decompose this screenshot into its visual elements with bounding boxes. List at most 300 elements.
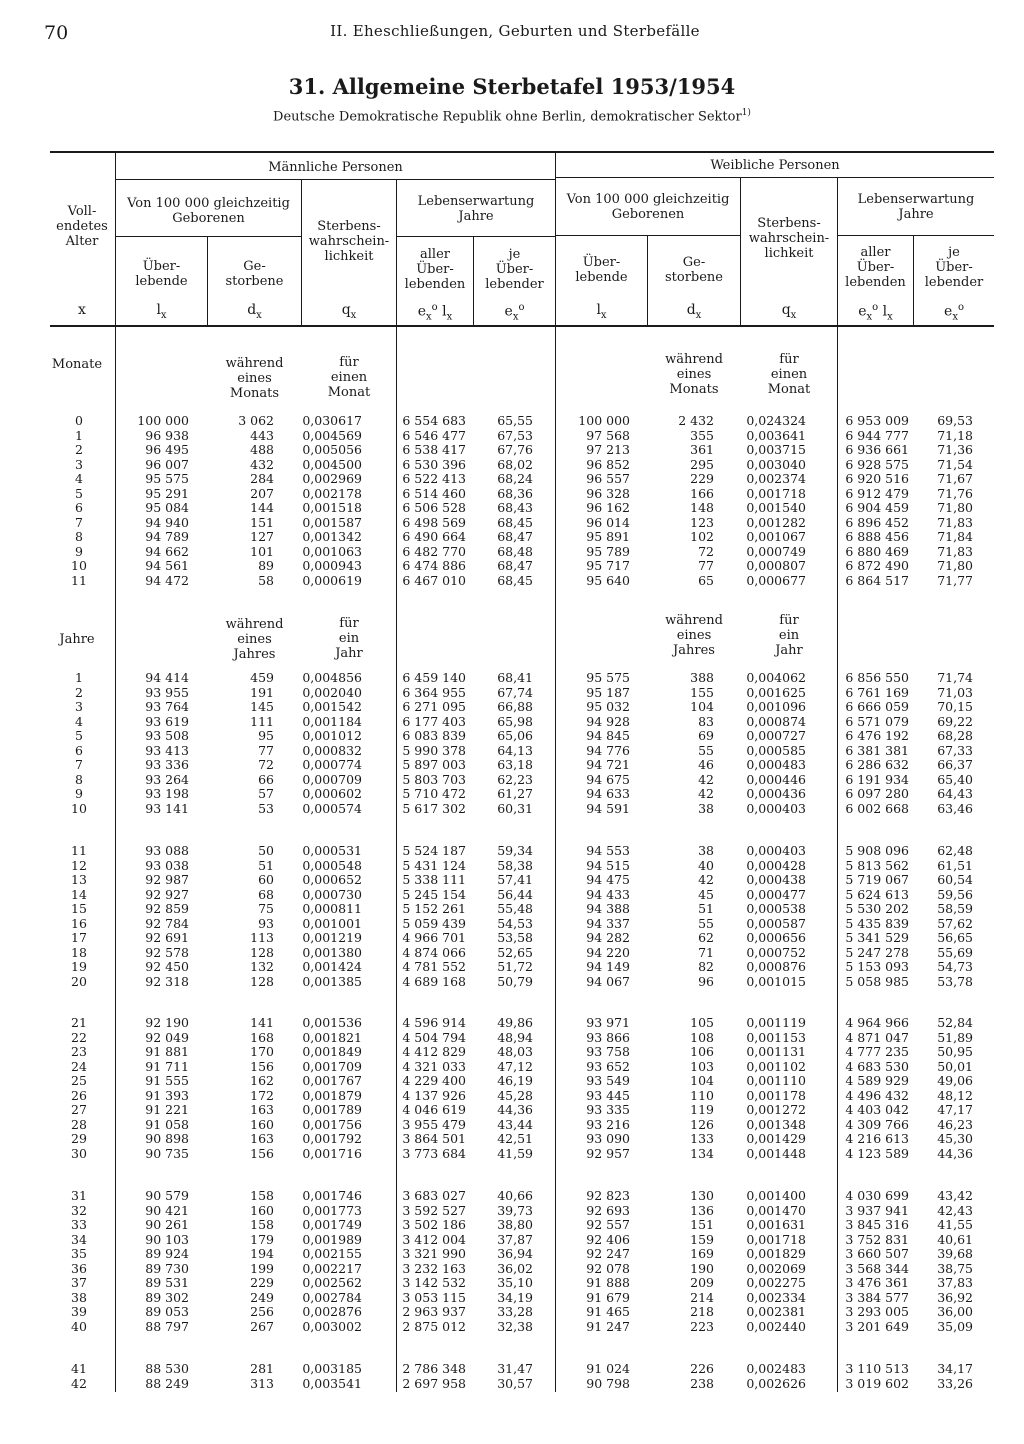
female-probability-cell: 0,001470	[746, 1202, 806, 1218]
female-deaths-cell: 55	[698, 915, 714, 931]
symbol-male-e	[474, 302, 555, 322]
male-life-years-total-cell: 6 474 886	[402, 558, 466, 573]
female-survivors-cell: 91 679	[586, 1289, 630, 1305]
male-survivors-cell: 95 291	[145, 485, 189, 501]
female-survivors-cell: 92 557	[586, 1217, 630, 1232]
male-life-years-total-cell: 4 412 829	[402, 1044, 466, 1059]
female-probability-cell: 0,000876	[746, 959, 806, 974]
female-deaths-cell: 38	[698, 800, 714, 816]
female-life-years-total-cell: 5 908 096	[845, 843, 909, 858]
male-life-years-total-cell: 4 046 619	[402, 1102, 466, 1117]
age-cell: 10	[71, 800, 87, 816]
male-survivors-cell: 88 797	[145, 1318, 189, 1334]
female-survivors-cell: 95 187	[586, 684, 630, 700]
male-survivors-cell: 90 103	[145, 1231, 189, 1247]
female-survivors-cell: 93 866	[586, 1029, 630, 1045]
female-survivors-cell: 94 776	[586, 742, 630, 758]
female-survivors-cell: 93 758	[586, 1044, 630, 1059]
table-row	[0, 787, 1024, 802]
female-probability-cell: 0,002483	[746, 1361, 806, 1376]
male-life-years-total-cell: 5 897 003	[402, 757, 466, 772]
male-survivors-cell: 89 924	[145, 1246, 189, 1261]
sym-sub: x	[866, 311, 873, 323]
female-survivors-cell: 97 213	[586, 442, 630, 457]
male-probability-cell: 0,001746	[302, 1188, 362, 1203]
symbol-female-el	[838, 302, 913, 322]
sym-sub: x	[350, 309, 357, 321]
table-row	[0, 516, 1024, 531]
female-deaths-cell: 133	[690, 1131, 714, 1146]
male-life-expectancy-cell: 65,06	[497, 728, 533, 743]
female-probability-cell: 0,004062	[746, 670, 806, 685]
male-survivors-cell: 92 578	[145, 944, 189, 960]
male-deaths-cell: 249	[250, 1289, 274, 1305]
sym-d: d	[686, 302, 696, 318]
sym-q: q	[781, 302, 791, 318]
male-probability-cell: 0,002784	[302, 1289, 362, 1305]
male-life-expectancy-cell: 39,73	[497, 1202, 533, 1218]
male-life-expectancy-cell: 30,57	[497, 1375, 533, 1391]
male-life-expectancy-cell: 66,88	[497, 699, 533, 714]
male-deaths-cell: 151	[250, 514, 274, 530]
female-survivors-cell: 93 090	[586, 1131, 630, 1146]
male-life-years-total-cell: 5 710 472	[402, 786, 466, 801]
female-life-years-total-cell: 6 920 516	[845, 471, 909, 486]
male-life-years-total-cell: 6 490 664	[402, 529, 466, 544]
male-life-expectancy-cell: 38,80	[497, 1217, 533, 1232]
male-probability-cell: 0,001219	[302, 930, 362, 945]
sym-l: l	[156, 302, 161, 318]
male-probability-cell: 0,002155	[302, 1246, 362, 1261]
sym-e: e	[417, 303, 427, 320]
female-deaths-cell: 136	[690, 1202, 714, 1218]
female-survivors-cell: 96 328	[586, 485, 630, 501]
table-row	[0, 975, 1024, 990]
symbol-male-d	[208, 302, 301, 321]
table-row	[0, 1218, 1024, 1233]
male-life-all-header: aller Über- lebenden	[404, 247, 466, 292]
female-survivors-cell: 95 717	[586, 558, 630, 573]
female-life-expectancy-cell: 57,62	[937, 915, 973, 931]
age-cell: 20	[71, 973, 87, 989]
male-probability-cell: 0,002969	[302, 471, 362, 486]
male-probability-cell: 0,001756	[302, 1116, 362, 1132]
female-life-expectancy-cell: 40,61	[937, 1231, 973, 1247]
male-probability-cell: 0,000943	[302, 558, 362, 573]
female-deaths-cell: 72	[698, 543, 714, 559]
female-life-years-total-cell: 4 777 235	[845, 1044, 909, 1059]
sym-sub: x	[952, 311, 958, 323]
male-life-expectancy-cell: 58,38	[497, 857, 533, 873]
male-probability-cell: 0,001424	[302, 959, 362, 974]
female-life-expectancy-cell: 50,01	[937, 1058, 973, 1074]
age-cell: 37	[71, 1275, 87, 1290]
male-deaths-cell: 3 062	[238, 413, 274, 428]
sym-sub: x	[256, 309, 262, 321]
male-deaths-cell: 93	[258, 915, 274, 931]
male-probability-header: Sterbens- wahrschein- lichkeit	[308, 219, 390, 264]
table-row	[0, 1103, 1024, 1118]
female-survivors-cell: 94 633	[586, 786, 630, 801]
female-life-years-total-cell: 6 002 668	[845, 800, 909, 816]
female-survivors-cell: 94 845	[586, 728, 630, 743]
female-survivors-cell: 92 406	[586, 1231, 630, 1247]
female-probability-cell: 0,001400	[746, 1188, 806, 1203]
table-row	[0, 1089, 1024, 1104]
age-cell: 8	[75, 771, 83, 787]
sym-sub: x	[695, 309, 702, 321]
female-deaths-cell: 42	[698, 786, 714, 801]
female-probability-cell: 0,000752	[746, 944, 806, 960]
sym-sub: x	[512, 311, 519, 323]
male-probability-cell: 0,001385	[302, 973, 362, 989]
table-row	[0, 1362, 1024, 1377]
female-deaths-cell: 134	[690, 1145, 714, 1161]
female-life-expectancy-cell: 65,40	[937, 771, 973, 787]
male-life-expectancy-cell: 62,23	[497, 771, 533, 787]
male-probability-cell: 0,001184	[302, 713, 362, 729]
table-row	[0, 1291, 1024, 1306]
female-survivors-cell: 93 216	[586, 1116, 630, 1132]
male-survivors-header: Über- lebende	[135, 259, 188, 289]
male-probability-cell: 0,001789	[302, 1102, 362, 1117]
female-survivors-cell: 94 475	[586, 872, 630, 887]
female-probability-cell: 0,001153	[746, 1029, 806, 1045]
female-survivors-cell: 92 078	[586, 1260, 630, 1276]
female-deaths-cell: 106	[690, 1044, 714, 1059]
male-survivors-cell: 94 940	[145, 514, 189, 530]
male-life-expectancy-cell: 33,28	[497, 1304, 533, 1319]
table-row	[0, 946, 1024, 961]
male-deaths-cell: 432	[250, 456, 274, 472]
male-survivors-cell: 93 038	[145, 857, 189, 873]
table-row	[0, 1060, 1024, 1075]
male-life-expectancy-cell: 55,48	[497, 901, 533, 916]
female-deaths-cell: 110	[690, 1087, 714, 1103]
male-survivors-cell: 92 318	[145, 973, 189, 989]
male-survivors-cell: 91 555	[145, 1073, 189, 1088]
table-row	[0, 844, 1024, 859]
age-cell: 26	[71, 1087, 87, 1103]
female-probability-cell: 0,001067	[746, 529, 806, 544]
sym-l: l	[596, 302, 601, 318]
female-life-expectancy-cell: 71,80	[937, 500, 973, 515]
male-probability-cell: 0,001989	[302, 1231, 362, 1247]
female-life-years-total-cell: 4 871 047	[845, 1029, 909, 1045]
female-survivors-cell: 94 337	[586, 915, 630, 931]
female-life-expectancy-cell: 63,46	[937, 800, 973, 816]
male-deaths-cell: 57	[258, 786, 274, 801]
male-deaths-cell: 128	[250, 973, 274, 989]
age-cell: 40	[71, 1318, 87, 1334]
male-life-years-total-cell: 6 554 683	[402, 413, 466, 428]
table-row	[0, 1377, 1024, 1392]
female-survivors-cell: 92 693	[586, 1202, 630, 1218]
table-row	[0, 1074, 1024, 1089]
female-life-years-total-cell: 5 435 839	[845, 915, 909, 931]
male-life-header: Lebenserwartung Jahre	[417, 194, 535, 224]
male-probability-cell: 0,000730	[302, 886, 362, 902]
female-life-expectancy-cell: 70,15	[937, 699, 973, 714]
male-survivors-cell: 92 691	[145, 930, 189, 945]
male-deaths-cell: 50	[258, 843, 274, 858]
female-life-years-total-cell: 3 568 344	[845, 1260, 909, 1276]
male-deaths-header: Ge- storbene	[225, 259, 284, 289]
male-life-expectancy-cell: 68,48	[497, 543, 533, 559]
female-life-rule	[838, 235, 994, 236]
female-life-years-total-cell: 3 293 005	[845, 1304, 909, 1319]
female-probability-cell: 0,000428	[746, 857, 806, 873]
male-probability-cell: 0,001380	[302, 944, 362, 960]
female-life-all-header: aller Über- lebenden	[845, 245, 906, 290]
male-deaths-cell: 66	[258, 771, 274, 787]
female-survivors-cell: 94 388	[586, 901, 630, 916]
female-probability-cell: 0,002381	[746, 1304, 806, 1319]
male-probability-cell: 0,000774	[302, 757, 362, 772]
sym-sub: x	[426, 311, 432, 323]
female-life-expectancy-cell: 46,23	[937, 1116, 973, 1132]
male-deaths-cell: 162	[250, 1073, 274, 1088]
female-life-expectancy-cell: 36,92	[937, 1289, 973, 1305]
female-life-expectancy-cell: 42,43	[937, 1202, 973, 1218]
male-deaths-cell: 58	[258, 572, 274, 588]
female-deaths-cell: 40	[698, 857, 714, 873]
male-probability-cell: 0,003185	[302, 1361, 362, 1376]
male-survivors-cell: 93 198	[145, 786, 189, 801]
female-life-expectancy-cell: 71,80	[937, 558, 973, 573]
male-life-years-total-cell: 3 142 532	[402, 1275, 466, 1290]
running-head: II. Eheschließungen, Geburten und Sterbefälle	[330, 22, 700, 40]
age-cell: 29	[71, 1131, 87, 1146]
male-survivors-cell: 93 413	[145, 742, 189, 758]
male-probability-cell: 0,001716	[302, 1145, 362, 1161]
female-deaths-cell: 77	[698, 558, 714, 573]
male-deaths-cell: 68	[258, 886, 274, 902]
male-probability-cell: 0,001542	[302, 699, 362, 714]
male-deaths-cell: 284	[250, 471, 274, 486]
male-deaths-cell: 113	[250, 930, 274, 945]
female-deaths-cell: 155	[690, 684, 714, 700]
female-life-expectancy-cell: 71,83	[937, 514, 973, 530]
male-life-years-total-cell: 4 504 794	[402, 1029, 466, 1045]
male-life-years-total-cell: 4 229 400	[402, 1073, 466, 1088]
female-survivors-cell: 92 957	[586, 1145, 630, 1161]
male-deaths-cell: 132	[250, 959, 274, 974]
male-probability-cell: 0,003002	[302, 1318, 362, 1334]
female-deaths-cell: 108	[690, 1029, 714, 1045]
female-survivors-cell: 94 282	[586, 930, 630, 945]
age-cell: 36	[71, 1260, 87, 1276]
male-survivors-cell: 92 190	[145, 1015, 189, 1030]
male-deaths-cell: 172	[250, 1087, 274, 1103]
female-survivors-cell: 96 162	[586, 500, 630, 515]
female-life-years-total-cell: 6 191 934	[845, 771, 909, 787]
male-life-expectancy-cell: 53,58	[497, 930, 533, 945]
female-life-years-total-cell: 6 476 192	[845, 728, 909, 743]
male-probability-cell: 0,002876	[302, 1304, 362, 1319]
male-survivors-cell: 91 058	[145, 1116, 189, 1132]
age-cell: 13	[71, 872, 87, 887]
female-survivors-cell: 94 149	[586, 959, 630, 974]
female-life-years-total-cell: 4 589 929	[845, 1073, 909, 1088]
male-survivors-cell: 91 711	[145, 1058, 189, 1074]
female-life-expectancy-cell: 44,36	[937, 1145, 973, 1161]
male-probability-cell: 0,001012	[302, 728, 362, 743]
age-cell: 42	[71, 1375, 87, 1391]
female-life-expectancy-cell: 38,75	[937, 1260, 973, 1276]
male-life-expectancy-cell: 68,24	[497, 471, 533, 486]
male-deaths-cell: 281	[250, 1361, 274, 1376]
female-life-expectancy-cell: 37,83	[937, 1275, 973, 1290]
female-survivors-cell: 94 675	[586, 771, 630, 787]
age-cell: 2	[75, 684, 83, 700]
female-probability-cell: 0,000587	[746, 915, 806, 931]
age-cell: 24	[71, 1058, 87, 1074]
female-survivors-cell: 96 852	[586, 456, 630, 472]
female-life-expectancy-cell: 71,76	[937, 485, 973, 501]
male-survivors-cell: 96 938	[145, 427, 189, 443]
male-life-expectancy-cell: 48,94	[497, 1029, 533, 1045]
male-probability-cell: 0,000548	[302, 857, 362, 873]
female-life-expectancy-cell: 62,48	[937, 843, 973, 858]
female-life-years-total-cell: 6 381 381	[845, 742, 909, 758]
female-life-expectancy-cell: 59,56	[937, 886, 973, 902]
male-deaths-cell: 145	[250, 699, 274, 714]
male-survivors-cell: 94 414	[145, 670, 189, 685]
female-probability-cell: 0,002069	[746, 1260, 806, 1276]
age-cell: 41	[71, 1361, 87, 1376]
female-probability-cell: 0,000436	[746, 786, 806, 801]
female-cohort-rule	[556, 235, 740, 236]
female-life-years-total-cell: 6 953 009	[845, 413, 909, 428]
subtitle-text: Deutsche Demokratische Republik ohne Berlin, demokratischer Sektor	[273, 109, 742, 125]
male-life-years-total-cell: 2 786 348	[402, 1361, 466, 1376]
female-life-years-total-cell: 3 937 941	[845, 1202, 909, 1218]
male-probability-cell: 0,000602	[302, 786, 362, 801]
female-life-expectancy-cell: 47,17	[937, 1102, 973, 1117]
male-life-expectancy-cell: 40,66	[497, 1188, 533, 1203]
male-survivors-cell: 93 508	[145, 728, 189, 743]
male-probability-cell: 0,000709	[302, 771, 362, 787]
male-life-expectancy-cell: 68,45	[497, 572, 533, 588]
male-life-expectancy-cell: 59,34	[497, 843, 533, 858]
male-probability-cell: 0,000811	[302, 901, 362, 916]
male-probability-cell: 0,004500	[302, 456, 362, 472]
female-probability-cell: 0,001718	[746, 485, 806, 501]
table-row	[0, 1016, 1024, 1031]
female-life-expectancy-cell: 71,84	[937, 529, 973, 544]
female-life-expectancy-cell: 71,77	[937, 572, 973, 588]
female-deaths-cell: 209	[690, 1275, 714, 1290]
male-deaths-cell: 229	[250, 1275, 274, 1290]
male-deaths-cell: 101	[250, 543, 274, 559]
table-row	[0, 700, 1024, 715]
female-deaths-cell: 82	[698, 959, 714, 974]
female-cohort-header: Von 100 000 gleichzeitig Geborenen	[566, 192, 730, 222]
female-probability-cell: 0,001829	[746, 1246, 806, 1261]
male-life-expectancy-cell: 57,41	[497, 872, 533, 887]
male-life-expectancy-cell: 45,28	[497, 1087, 533, 1103]
table-row	[0, 802, 1024, 817]
male-probability-cell: 0,002178	[302, 485, 362, 501]
table-row	[0, 686, 1024, 701]
female-deaths-cell: 104	[690, 699, 714, 714]
age-cell: 6	[75, 742, 83, 758]
sym-sub: x	[160, 309, 167, 321]
male-years-prob-label: für ein Jahr	[335, 616, 363, 661]
age-cell: 34	[71, 1231, 87, 1247]
female-deaths-cell: 65	[698, 572, 714, 588]
male-deaths-cell: 179	[250, 1231, 274, 1247]
male-survivors-cell: 91 393	[145, 1087, 189, 1103]
female-life-years-total-cell: 6 936 661	[845, 442, 909, 457]
age-cell: 4	[75, 713, 83, 729]
male-deaths-cell: 158	[250, 1188, 274, 1203]
female-life-expectancy-cell: 54,73	[937, 959, 973, 974]
female-months-deaths-label: während eines Monats	[665, 352, 723, 397]
female-group-rule	[556, 177, 994, 178]
age-cell: 39	[71, 1304, 87, 1319]
table-row	[0, 873, 1024, 888]
table-row	[0, 1045, 1024, 1060]
male-survivors-cell: 89 302	[145, 1289, 189, 1305]
male-months-prob-label: für einen Monat	[327, 355, 371, 400]
female-deaths-cell: 151	[690, 1217, 714, 1232]
male-life-years-total-cell: 6 482 770	[402, 543, 466, 559]
female-deaths-cell: 38	[698, 843, 714, 858]
male-life-expectancy-cell: 49,86	[497, 1015, 533, 1030]
female-probability-header: Sterbens- wahrschein- lichkeit	[748, 216, 830, 261]
male-life-years-total-cell: 6 271 095	[402, 699, 466, 714]
female-deaths-cell: 71	[698, 944, 714, 960]
male-probability-cell: 0,001709	[302, 1058, 362, 1074]
male-life-expectancy-cell: 51,72	[497, 959, 533, 974]
female-probability-cell: 0,002626	[746, 1375, 806, 1391]
male-life-years-total-cell: 5 245 154	[402, 886, 466, 902]
sym-sub: x	[446, 311, 453, 323]
age-cell: 18	[71, 944, 87, 960]
female-probability-cell: 0,001282	[746, 514, 806, 530]
male-life-expectancy-cell: 68,02	[497, 456, 533, 472]
male-life-years-total-cell: 5 524 187	[402, 843, 466, 858]
male-deaths-cell: 163	[250, 1102, 274, 1117]
female-life-years-total-cell: 3 752 831	[845, 1231, 909, 1247]
male-survivors-cell: 100 000	[137, 413, 189, 428]
male-life-rule	[397, 236, 555, 237]
female-life-expectancy-cell: 71,67	[937, 471, 973, 486]
female-deaths-cell: 361	[690, 442, 714, 457]
table-row	[0, 458, 1024, 473]
female-probability-cell: 0,000677	[746, 572, 806, 588]
male-survivors-cell: 92 049	[145, 1029, 189, 1045]
sym-sub: x	[790, 309, 797, 321]
male-life-years-total-cell: 4 689 168	[402, 973, 466, 989]
age-cell: 5	[75, 485, 83, 501]
female-life-expectancy-cell: 50,95	[937, 1044, 973, 1059]
female-survivors-cell: 93 549	[586, 1073, 630, 1088]
female-survivors-cell: 94 067	[586, 973, 630, 989]
symbol-male-q	[302, 302, 396, 321]
female-survivors-cell: 94 553	[586, 843, 630, 858]
female-life-expectancy-cell: 53,78	[937, 973, 973, 989]
male-life-expectancy-cell: 68,36	[497, 485, 533, 501]
symbol-female-q	[741, 302, 837, 321]
male-survivors-cell: 96 495	[145, 442, 189, 457]
male-life-years-total-cell: 5 617 302	[402, 800, 466, 816]
female-deaths-cell: 126	[690, 1116, 714, 1132]
female-probability-cell: 0,001625	[746, 684, 806, 700]
symbol-female-d	[648, 302, 740, 321]
